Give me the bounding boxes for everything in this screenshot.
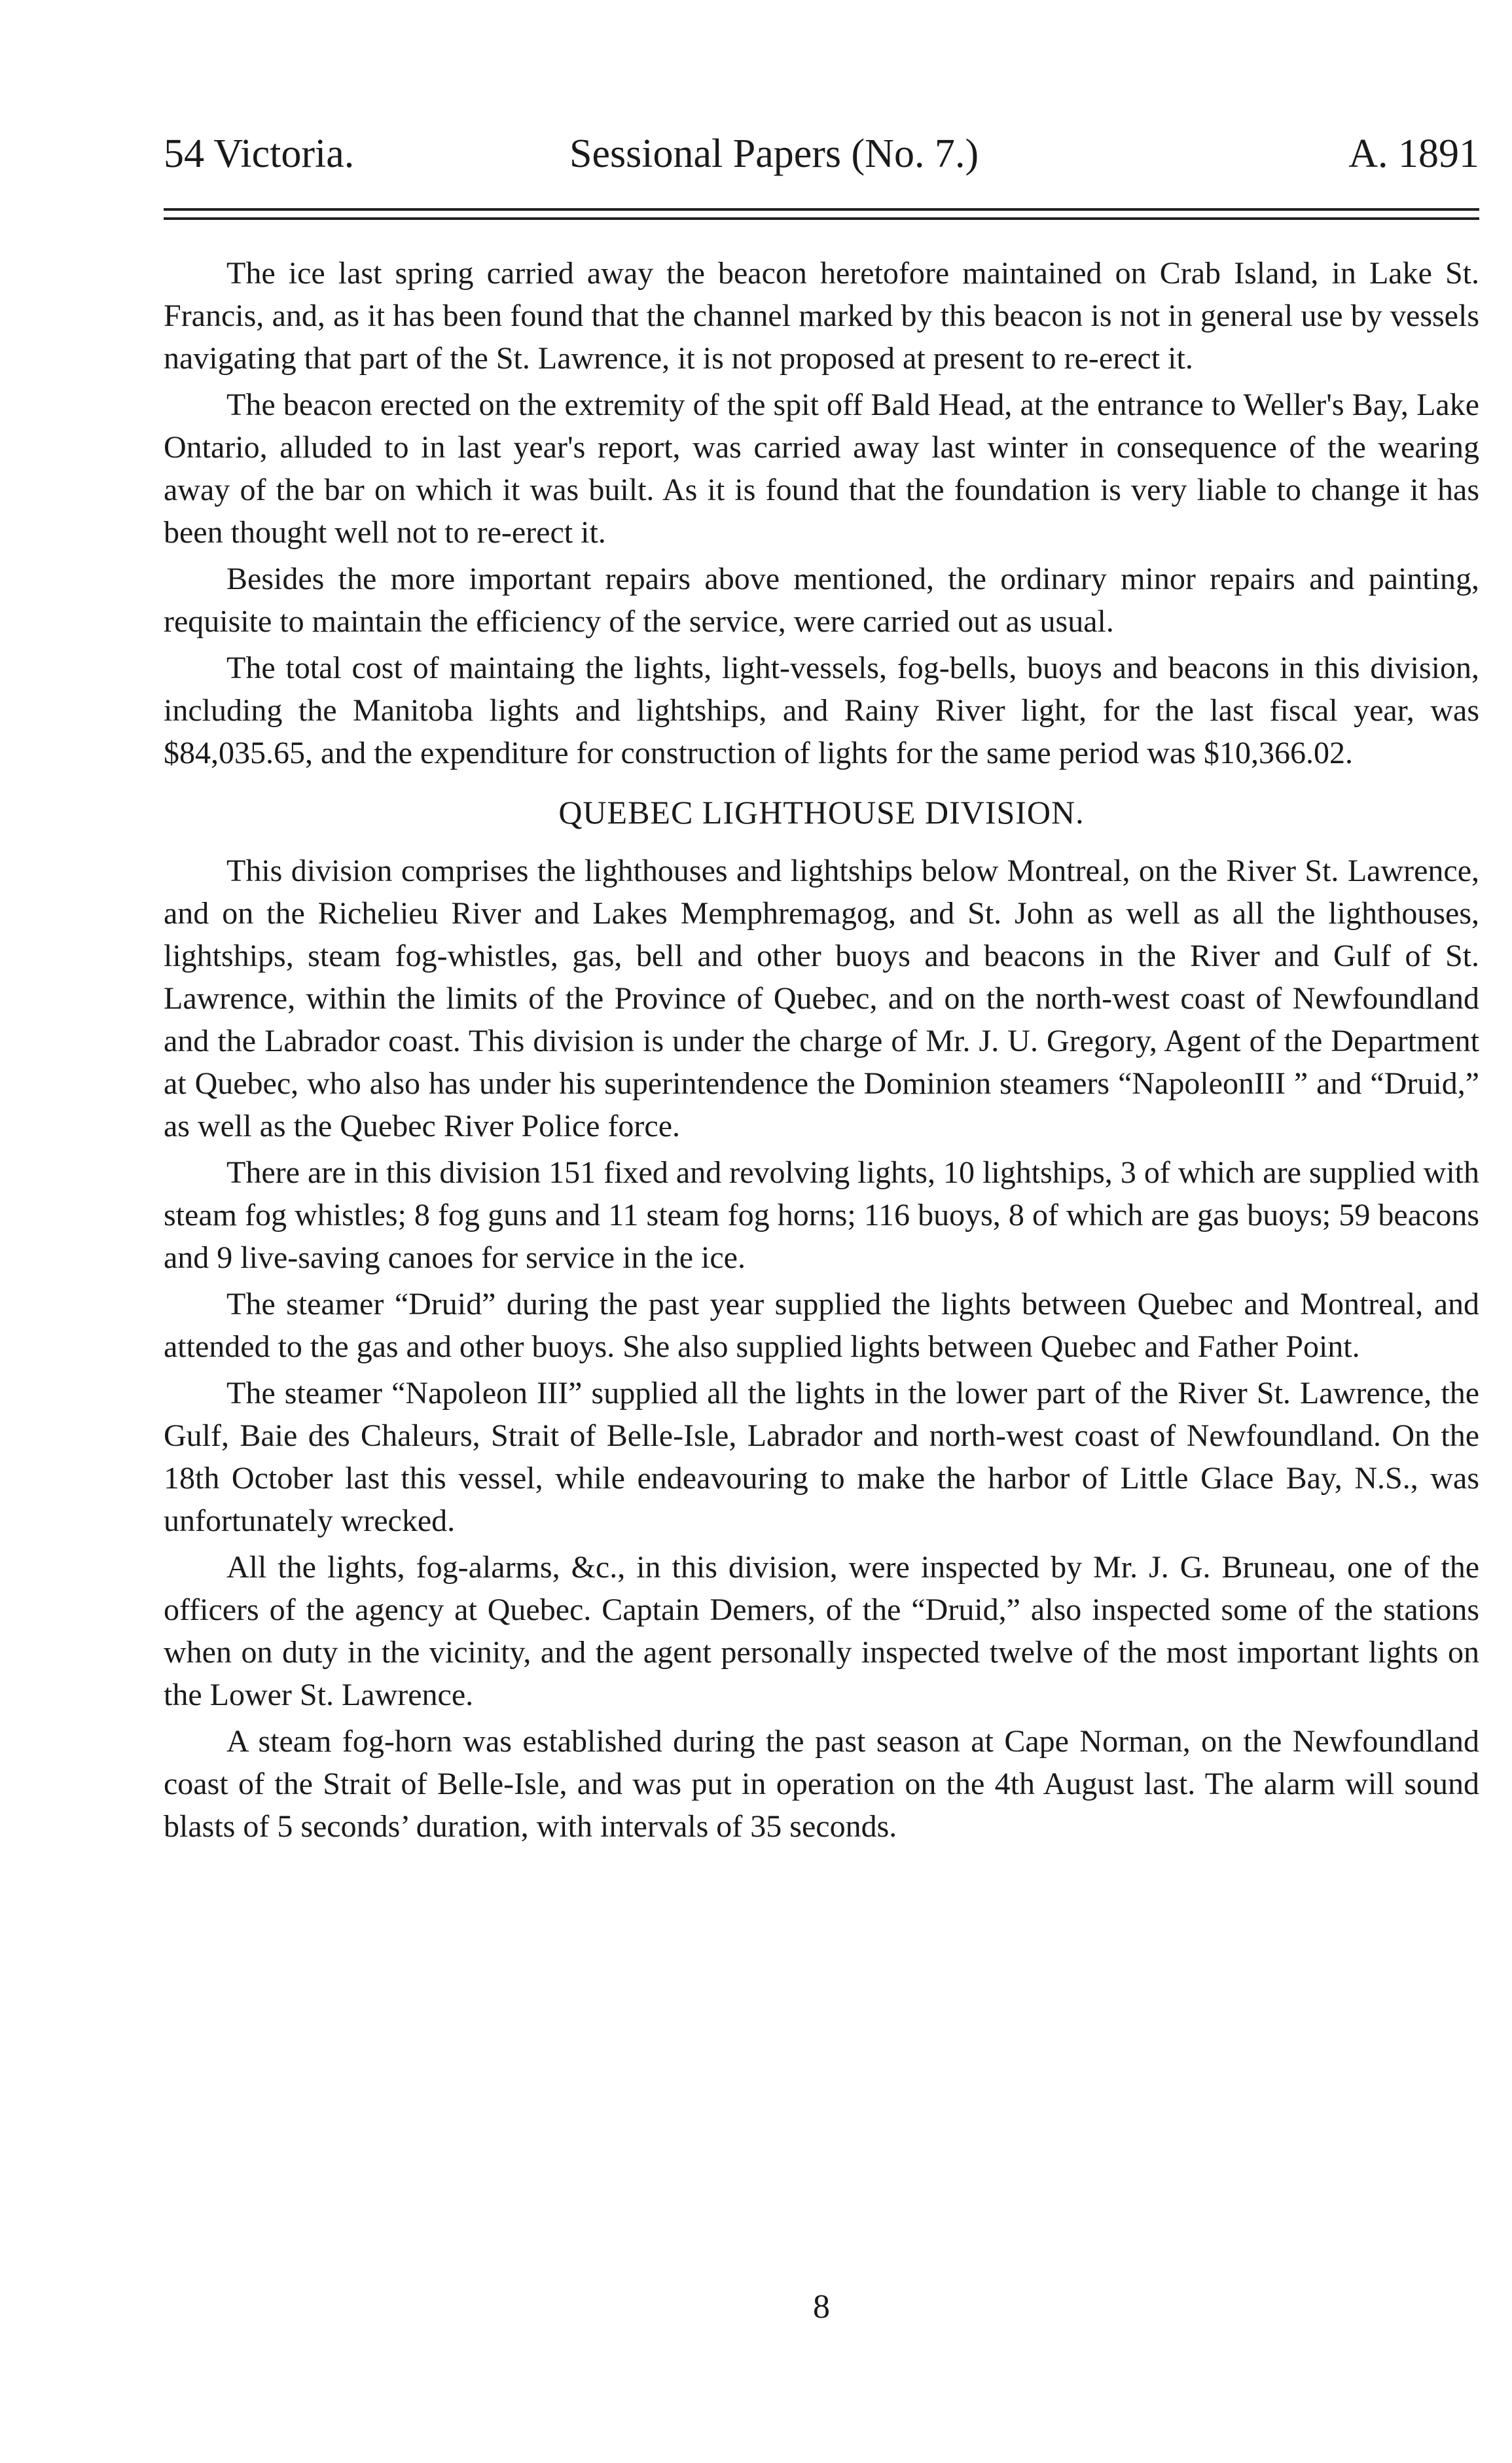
paragraph-inspections: All the lights, fog-alarms, &c., in this division, were inspected by Mr. J. G. Bruneau, one of the officers of the agency at Quebec. Captain Demers, of the “Druid,” also inspected some of the stations when on duty in the vicinity, and the agent personally inspected twelve of the most important lights on the Lower St. Lawrence. xyxy=(164,1550,1479,1712)
paragraph-total-cost: The total cost of maintaing the lights, light-vessels, fog-bells, buoys and beacons in this division, including the Manitoba lights and lightships, and Rainy River light, for the last fiscal year, was $84,035.65, and the expenditure for construction of lights for the same period was $10,366.02. xyxy=(164,651,1479,770)
paragraph-division-scope: This division comprises the lighthouses and lightships below Montreal, on the River St. Lawrence, and on the Richelieu River and Lakes Memphremagog, and St. John as well as all the lighthouses, lightships, steam fog-whistles, gas, bell and other buoys and beacons in the River and Gulf of St. Lawrence, within the limits of the Province of Quebec, and on the north-west coast of Newfoundland and the Labrador coast. This division is under the charge of Mr. J. U. Gregory, Agent of the Department at Quebec, who also has under his superintendence the Dominion steamers “NapoleonIII ” and “Druid,” as well as the Quebec River Police force. xyxy=(164,854,1479,1143)
paragraph-napoleon: The steamer “Napoleon III” supplied all the lights in the lower part of the River St. Lawrence, the Gulf, Baie des Chaleurs, Strait of Belle-Isle, Labrador and north-west coast of Newfoundland. On the 18th October last this vessel, while endeavouring to make the harbor of Little Glace Bay, N.S., was unfortunately wrecked. xyxy=(164,1376,1479,1538)
paragraph-minor-repairs: Besides the more important repairs above mentioned, the ordinary minor repairs and painting, requisite to maintain the efficiency of the service, were carried out as usual. xyxy=(164,562,1479,639)
header-rule-bottom xyxy=(164,217,1479,220)
header-rule-top xyxy=(164,208,1479,211)
page-number: 8 xyxy=(813,2288,830,2326)
paragraph-fog-horn: A steam fog-horn was established during the past season at Cape Norman, on the Newfoundland coast of the Strait of Belle-Isle, and was put in operation on the 4th August last. The alarm will sound blasts of 5 seconds’ duration, with intervals of 35 seconds. xyxy=(164,1724,1479,1844)
paragraph-druid: The steamer “Druid” during the past year supplied the lights between Quebec and Montreal, and attended to the gas and other buoys. She also supplied lights between Quebec and Father Point. xyxy=(164,1287,1479,1364)
running-header xyxy=(164,124,1479,183)
header-title: Sessional Papers (No. 7.) xyxy=(569,132,979,176)
body-text xyxy=(164,252,1479,1852)
paragraph-division-counts: There are in this division 151 fixed and revolving lights, 10 lightships, 3 of which are supplied with steam fog whistles; 8 fog guns and 11 steam fog horns; 116 buoys, 8 of which are gas buoys; 59 beacons and 9 live-saving canoes for service in the ice. xyxy=(164,1155,1479,1275)
section-heading: QUEBEC LIGHTHOUSE DIVISION. xyxy=(558,794,1085,831)
header-year: A. 1891 xyxy=(1348,132,1479,176)
paragraph-crab-island: The ice last spring carried away the beacon heretofore maintained on Crab Island, in Lake St. Francis, and, as it has been found that the channel marked by this beacon is not in general use by vessels navigating that part of the St. Lawrence, it is not proposed at present to re-erect it. xyxy=(164,256,1479,376)
header-session: 54 Victoria. xyxy=(164,132,355,176)
paragraph-bald-head: The beacon erected on the extremity of the spit off Bald Head, at the entrance to Weller's Bay, Lake Ontario, alluded to in last year's report, was carried away last winter in consequence of the wearing away of the bar on which it was built. As it is found that the foundation is very liable to change it has been thought well not to re-erect it. xyxy=(164,387,1479,550)
document-page xyxy=(164,0,1479,2463)
